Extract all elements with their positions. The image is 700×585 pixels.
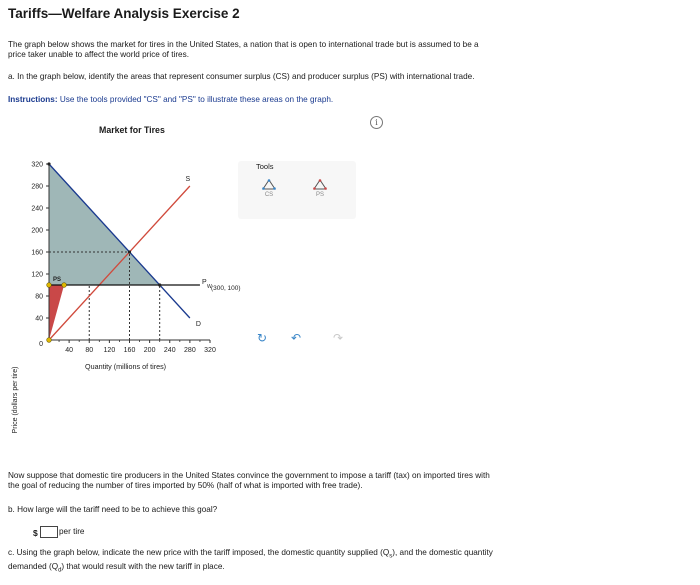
y-axis-label: Price (dollars per tire) bbox=[12, 366, 19, 434]
ps-tool[interactable] bbox=[308, 179, 332, 198]
triangle-tool-icon bbox=[313, 179, 327, 190]
intro-text bbox=[8, 40, 479, 60]
y-tick-label: 320 bbox=[31, 161, 43, 169]
x-tick-label: 120 bbox=[103, 347, 116, 354]
info-icon[interactable]: i bbox=[370, 116, 383, 129]
qs-subscript: s bbox=[389, 553, 393, 560]
question-c-text-4: ) that would result with the new tariff in place. bbox=[61, 561, 225, 571]
demand-label: D bbox=[195, 321, 201, 328]
y-tick-label: 160 bbox=[31, 249, 43, 257]
cs-vertex-2 bbox=[158, 283, 161, 286]
chart-title: Market for Tires bbox=[99, 125, 165, 135]
tools-title: Tools bbox=[256, 162, 274, 171]
y-tick-label: 40 bbox=[35, 315, 43, 323]
tariff-line-2: the goal of reducing the number of tires imported by 50% (half of what is imported with free trade). bbox=[8, 481, 363, 490]
ps-handle-1 bbox=[47, 283, 52, 288]
tariff-line-1: Now suppose that domestic tire producers in the United States convince the government to impose a tariff (tax) on imported tires with bbox=[8, 471, 490, 480]
x-tick-label: 80 bbox=[85, 347, 94, 354]
question-c bbox=[8, 548, 493, 575]
per-tire-label: per tire bbox=[59, 527, 85, 536]
cs-tool-label: CS bbox=[264, 192, 274, 198]
instructions bbox=[8, 95, 333, 105]
page-title: Tariffs—Welfare Analysis Exercise 2 bbox=[8, 6, 240, 21]
question-b: b. How large will the tariff need to be to achieve this goal? bbox=[8, 505, 218, 514]
origin-label: 0 bbox=[39, 341, 43, 348]
x-tick-label: 280 bbox=[184, 347, 196, 354]
question-c-text-3: demanded (Q bbox=[8, 561, 59, 571]
y-tick-label: 200 bbox=[31, 227, 43, 235]
x-tick-label: 320 bbox=[204, 347, 216, 354]
world-price-annotation: (300, 100) bbox=[210, 285, 241, 292]
ps-handle-0 bbox=[47, 338, 52, 343]
undo-icon[interactable]: ↶ bbox=[291, 331, 302, 345]
ps-area-label: PS bbox=[53, 277, 62, 283]
question-c-line-1 bbox=[8, 548, 493, 562]
x-tick-label: 160 bbox=[123, 347, 136, 354]
world-price-label: P bbox=[201, 279, 207, 286]
qd-subscript: d bbox=[58, 567, 62, 574]
ps-tool-label: PS bbox=[315, 192, 324, 198]
x-tick-label: 40 bbox=[65, 347, 74, 354]
ps-handle-2 bbox=[62, 283, 67, 288]
x-tick-label: 240 bbox=[163, 347, 176, 354]
question-c-text-1: c. Using the graph below, indicate the new price with the tariff imposed, the domestic quantity supplied (Q bbox=[8, 548, 390, 557]
question-c-line-2 bbox=[8, 562, 493, 576]
question-a: a. In the graph below, identify the areas that represent consumer surplus (CS) and producer surplus (PS) with international trade. bbox=[8, 72, 475, 81]
y-tick-label: 80 bbox=[35, 293, 43, 301]
x-tick-label: 200 bbox=[143, 347, 156, 354]
dollar-sign: $ bbox=[33, 528, 38, 538]
redo-icon[interactable]: ↷ bbox=[333, 331, 344, 345]
tariff-text bbox=[8, 471, 490, 491]
y-tick-label: 280 bbox=[31, 183, 43, 191]
triangle-tool-icon bbox=[262, 179, 276, 190]
market-chart[interactable] bbox=[0, 140, 241, 434]
supply-label: S bbox=[185, 176, 191, 183]
y-tick-label: 240 bbox=[31, 205, 43, 213]
cs-tool[interactable] bbox=[257, 179, 281, 198]
intro-line-2: price taker unable to affect the world price of tires. bbox=[8, 50, 189, 59]
cs-vertex-0 bbox=[47, 162, 50, 165]
reset-icon[interactable]: ↻ bbox=[257, 331, 268, 345]
question-c-text-2: ), and the domestic quantity bbox=[392, 548, 493, 557]
intro-line-1: The graph below shows the market for tires in the United States, a nation that is open to international trade but is assumed to be a bbox=[8, 40, 479, 49]
equilibrium-point bbox=[128, 250, 131, 253]
tariff-answer-input[interactable] bbox=[40, 526, 58, 538]
instructions-label: Instructions: bbox=[8, 95, 58, 104]
y-tick-label: 120 bbox=[31, 271, 43, 279]
instructions-text: Use the tools provided "CS" and "PS" to illustrate these areas on the graph. bbox=[57, 95, 334, 104]
world-price-subscript: W bbox=[206, 284, 212, 290]
x-axis-label: Quantity (millions of tires) bbox=[85, 362, 167, 371]
